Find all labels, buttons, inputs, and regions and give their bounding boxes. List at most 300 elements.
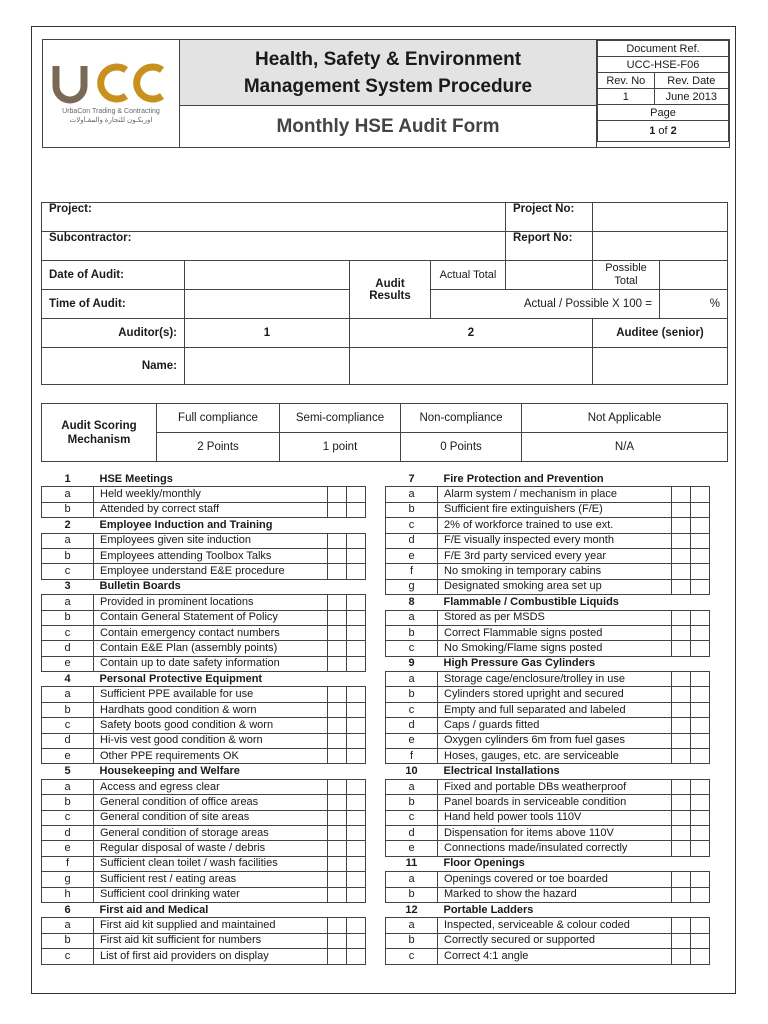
company-logo xyxy=(52,62,170,125)
item-text: Correct Flammable signs posted xyxy=(438,625,672,640)
section-title: Bulletin Boards xyxy=(99,580,181,593)
checklist-item xyxy=(386,502,710,517)
item-letter: d xyxy=(386,825,438,840)
section-title: Portable Ladders xyxy=(443,903,534,916)
item-text: Oxygen cylinders 6m from fuel gases xyxy=(438,733,672,748)
item-comment-box[interactable] xyxy=(347,702,366,717)
item-letter: a xyxy=(42,918,94,933)
item-comment-box[interactable] xyxy=(347,548,366,563)
checklist-item xyxy=(42,795,366,810)
item-letter: d xyxy=(386,533,438,548)
rev-no-label: Rev. No xyxy=(598,73,655,89)
auditor-1-name-field[interactable] xyxy=(185,348,350,385)
checklist-item xyxy=(42,595,366,610)
doc-ref-label: Document Ref. xyxy=(598,41,729,57)
item-score-box[interactable] xyxy=(328,841,347,856)
item-score-box[interactable] xyxy=(328,749,347,764)
item-comment-box[interactable] xyxy=(691,841,710,856)
section-title: Electrical Installations xyxy=(443,765,560,778)
percentage-field[interactable] xyxy=(660,290,728,319)
time-of-audit-field[interactable] xyxy=(185,290,350,319)
item-letter: f xyxy=(386,749,438,764)
title-line-1: Health, Safety & Environment xyxy=(254,48,522,70)
checklist-item xyxy=(386,733,710,748)
item-score-box[interactable] xyxy=(672,610,691,625)
checklist-item xyxy=(386,672,710,687)
item-text: F/E 3rd party serviced every year xyxy=(438,548,672,563)
score-header-semi: Semi-compliance xyxy=(280,404,401,433)
item-score-box[interactable] xyxy=(672,933,691,948)
section-title: Housekeeping and Welfare xyxy=(99,765,240,778)
checklist-item xyxy=(42,487,366,502)
section-number: 10 xyxy=(405,765,418,778)
item-letter: e xyxy=(386,841,438,856)
item-score-box[interactable] xyxy=(672,949,691,964)
checklist-item xyxy=(386,518,710,533)
item-score-box[interactable] xyxy=(328,533,347,548)
item-comment-box[interactable] xyxy=(347,887,366,902)
section-header xyxy=(42,518,366,533)
checklist-item xyxy=(42,548,366,563)
checklist-item xyxy=(386,841,710,856)
section-number: 12 xyxy=(405,903,418,916)
item-letter: b xyxy=(42,702,94,717)
checklist-item xyxy=(386,795,710,810)
item-score-box[interactable] xyxy=(672,548,691,563)
item-score-box[interactable] xyxy=(328,548,347,563)
checklist-item xyxy=(42,702,366,717)
item-score-box[interactable] xyxy=(328,687,347,702)
item-score-box[interactable] xyxy=(328,625,347,640)
item-score-box[interactable] xyxy=(328,887,347,902)
section-number: 9 xyxy=(408,657,415,670)
item-text: Hi-vis vest good condition & worn xyxy=(94,733,328,748)
item-text: Dispensation for items above 110V xyxy=(438,825,672,840)
checklist-item xyxy=(42,779,366,794)
item-score-box[interactable] xyxy=(328,733,347,748)
section-header xyxy=(42,902,366,917)
item-comment-box[interactable] xyxy=(347,795,366,810)
item-score-box[interactable] xyxy=(328,564,347,579)
item-text: Provided in prominent locations xyxy=(94,595,328,610)
item-comment-box[interactable] xyxy=(691,779,710,794)
auditee-label: Auditee (senior) xyxy=(593,319,728,348)
document-ref-block xyxy=(597,40,730,148)
item-comment-box[interactable] xyxy=(347,718,366,733)
checklist-item xyxy=(42,933,366,948)
item-text: Alarm system / mechanism in place xyxy=(438,487,672,502)
item-comment-box[interactable] xyxy=(347,918,366,933)
item-text: Marked to show the hazard xyxy=(438,887,672,902)
checklist-item xyxy=(42,687,366,702)
auditee-name-field[interactable] xyxy=(593,348,728,385)
item-text: Safety boots good condition & worn xyxy=(94,718,328,733)
checklist-item xyxy=(42,887,366,902)
checklist-item xyxy=(42,625,366,640)
section-header xyxy=(386,595,710,610)
item-comment-box[interactable] xyxy=(691,533,710,548)
item-text: Correctly secured or supported xyxy=(438,933,672,948)
checklist-left xyxy=(41,472,366,965)
checklist-item xyxy=(42,533,366,548)
item-text: Caps / guards fitted xyxy=(438,718,672,733)
item-letter: d xyxy=(42,641,94,656)
checklist-right xyxy=(385,472,710,965)
item-comment-box[interactable] xyxy=(347,641,366,656)
section-header xyxy=(386,656,710,671)
section-title: First aid and Medical xyxy=(99,903,209,916)
item-comment-box[interactable] xyxy=(691,641,710,656)
auditor-col-1: 1 xyxy=(185,319,350,348)
item-comment-box[interactable] xyxy=(347,949,366,964)
checklist-item xyxy=(386,779,710,794)
item-comment-box[interactable] xyxy=(347,625,366,640)
item-score-box[interactable] xyxy=(328,656,347,671)
item-score-box[interactable] xyxy=(672,487,691,502)
checklist-item xyxy=(42,656,366,671)
item-letter: a xyxy=(386,672,438,687)
item-comment-box[interactable] xyxy=(691,795,710,810)
item-letter: e xyxy=(42,749,94,764)
item-comment-box[interactable] xyxy=(347,810,366,825)
item-text: Inspected, serviceable & colour coded xyxy=(438,918,672,933)
item-comment-box[interactable] xyxy=(691,702,710,717)
checklist-item xyxy=(386,810,710,825)
score-header-non: Non-compliance xyxy=(401,404,522,433)
item-score-box[interactable] xyxy=(672,825,691,840)
project-no-field[interactable] xyxy=(593,203,728,232)
checklist-item xyxy=(386,949,710,964)
item-letter: a xyxy=(386,779,438,794)
date-of-audit-label: Date of Audit: xyxy=(42,261,185,290)
checklist-item xyxy=(42,733,366,748)
percent-sign: % xyxy=(709,298,720,310)
item-letter: b xyxy=(42,933,94,948)
checklist-item xyxy=(42,641,366,656)
item-score-box[interactable] xyxy=(672,564,691,579)
page-label: Page xyxy=(598,105,729,121)
checklist-item xyxy=(42,810,366,825)
item-comment-box[interactable] xyxy=(691,579,710,594)
item-score-box[interactable] xyxy=(672,641,691,656)
item-comment-box[interactable] xyxy=(691,502,710,517)
section-number: 2 xyxy=(64,518,71,531)
item-letter: e xyxy=(386,733,438,748)
item-letter: b xyxy=(42,548,94,563)
item-score-box[interactable] xyxy=(328,933,347,948)
auditor-2-name-field[interactable] xyxy=(350,348,593,385)
item-score-box[interactable] xyxy=(328,595,347,610)
item-score-box[interactable] xyxy=(672,795,691,810)
item-score-box[interactable] xyxy=(328,795,347,810)
item-comment-box[interactable] xyxy=(347,533,366,548)
item-letter: b xyxy=(386,502,438,517)
item-comment-box[interactable] xyxy=(691,933,710,948)
section-header xyxy=(42,764,366,779)
item-letter: f xyxy=(386,564,438,579)
item-letter: b xyxy=(42,610,94,625)
ucc-logo-icon xyxy=(52,62,170,104)
item-comment-box[interactable] xyxy=(347,841,366,856)
item-text: First aid kit supplied and maintained xyxy=(94,918,328,933)
item-comment-box[interactable] xyxy=(347,487,366,502)
item-text: General condition of storage areas xyxy=(94,825,328,840)
date-of-audit-field[interactable] xyxy=(185,261,350,290)
logo-subtitle-ar: اوربكـون للتجارة والمقـاولات xyxy=(69,117,153,124)
section-number: 3 xyxy=(64,580,71,593)
checklist-item xyxy=(42,841,366,856)
item-text: Contain emergency contact numbers xyxy=(94,625,328,640)
item-text: Sufficient rest / eating areas xyxy=(94,872,328,887)
item-text: First aid kit sufficient for numbers xyxy=(94,933,328,948)
item-letter: c xyxy=(42,810,94,825)
item-letter: a xyxy=(386,487,438,502)
item-letter: c xyxy=(42,949,94,964)
item-comment-box[interactable] xyxy=(347,933,366,948)
actual-total-label: Actual Total xyxy=(431,261,506,290)
section-header xyxy=(42,472,366,487)
item-letter: c xyxy=(42,625,94,640)
item-score-box[interactable] xyxy=(328,825,347,840)
report-no-label: Report No: xyxy=(506,232,593,261)
item-comment-box[interactable] xyxy=(347,749,366,764)
item-comment-box[interactable] xyxy=(691,872,710,887)
item-text: No Smoking/Flame signs posted xyxy=(438,641,672,656)
item-score-box[interactable] xyxy=(672,779,691,794)
item-score-box[interactable] xyxy=(672,625,691,640)
item-text: Designated smoking area set up xyxy=(438,579,672,594)
item-score-box[interactable] xyxy=(328,949,347,964)
audit-results-label: Audit Results xyxy=(350,261,431,319)
section-number: 7 xyxy=(408,472,415,485)
item-score-box[interactable] xyxy=(328,810,347,825)
item-comment-box[interactable] xyxy=(347,779,366,794)
item-comment-box[interactable] xyxy=(347,610,366,625)
item-comment-box[interactable] xyxy=(691,810,710,825)
item-score-box[interactable] xyxy=(672,749,691,764)
item-text: List of first aid providers on display xyxy=(94,949,328,964)
item-score-box[interactable] xyxy=(672,533,691,548)
checklist-item xyxy=(386,625,710,640)
title-line-2: Management System Procedure xyxy=(243,75,533,97)
item-score-box[interactable] xyxy=(672,733,691,748)
item-text: Connections made/insulated correctly xyxy=(438,841,672,856)
item-score-box[interactable] xyxy=(328,610,347,625)
item-letter: g xyxy=(386,579,438,594)
report-no-field[interactable] xyxy=(593,232,728,261)
item-text: Openings covered or toe boarded xyxy=(438,872,672,887)
item-comment-box[interactable] xyxy=(691,749,710,764)
section-title: Personal Protective Equipment xyxy=(99,672,263,685)
checklist-item xyxy=(386,749,710,764)
section-number: 6 xyxy=(64,903,71,916)
item-text: Attended by correct staff xyxy=(94,502,328,517)
checklist-item xyxy=(42,949,366,964)
item-comment-box[interactable] xyxy=(347,656,366,671)
item-text: Regular disposal of waste / debris xyxy=(94,841,328,856)
item-comment-box[interactable] xyxy=(691,548,710,563)
item-letter: a xyxy=(386,918,438,933)
item-letter: b xyxy=(42,795,94,810)
item-text: Employee understand E&E procedure xyxy=(94,564,328,579)
section-header xyxy=(386,902,710,917)
item-score-box[interactable] xyxy=(328,856,347,871)
item-score-box[interactable] xyxy=(328,502,347,517)
score-value-semi: 1 point xyxy=(280,433,401,462)
item-comment-box[interactable] xyxy=(347,825,366,840)
item-score-box[interactable] xyxy=(672,579,691,594)
item-letter: c xyxy=(386,949,438,964)
item-comment-box[interactable] xyxy=(691,518,710,533)
score-value-non: 0 Points xyxy=(401,433,522,462)
item-comment-box[interactable] xyxy=(691,887,710,902)
item-letter: c xyxy=(386,702,438,717)
item-letter: b xyxy=(386,687,438,702)
item-comment-box[interactable] xyxy=(691,918,710,933)
scoring-mechanism-label: Audit Scoring Mechanism xyxy=(42,404,157,462)
item-text: Held weekly/monthly xyxy=(94,487,328,502)
item-letter: e xyxy=(42,656,94,671)
item-comment-box[interactable] xyxy=(347,856,366,871)
item-text: Contain E&E Plan (assembly points) xyxy=(94,641,328,656)
item-comment-box[interactable] xyxy=(691,825,710,840)
item-text: Hardhats good condition & worn xyxy=(94,702,328,717)
item-letter: b xyxy=(386,795,438,810)
section-header xyxy=(386,472,710,487)
item-text: General condition of office areas xyxy=(94,795,328,810)
item-text: Other PPE requirements OK xyxy=(94,749,328,764)
document-ref-table xyxy=(597,40,729,142)
item-score-box[interactable] xyxy=(328,641,347,656)
item-score-box[interactable] xyxy=(672,687,691,702)
checklist-item xyxy=(386,533,710,548)
section-title: Floor Openings xyxy=(443,857,525,870)
checklist-item xyxy=(386,687,710,702)
item-text: 2% of workforce trained to use ext. xyxy=(438,518,672,533)
item-comment-box[interactable] xyxy=(347,502,366,517)
item-score-box[interactable] xyxy=(672,518,691,533)
item-score-box[interactable] xyxy=(672,502,691,517)
item-score-box[interactable] xyxy=(328,718,347,733)
doc-ref-value: UCC-HSE-F06 xyxy=(598,57,729,73)
item-text: Sufficient fire extinguishers (F/E) xyxy=(438,502,672,517)
item-score-box[interactable] xyxy=(672,702,691,717)
percentage-formula: Actual / Possible X 100 = xyxy=(431,290,660,319)
item-letter: c xyxy=(386,641,438,656)
section-header xyxy=(386,856,710,871)
logo-cell xyxy=(43,40,180,148)
item-comment-box[interactable] xyxy=(691,949,710,964)
item-score-box[interactable] xyxy=(672,872,691,887)
item-score-box[interactable] xyxy=(672,718,691,733)
item-comment-box[interactable] xyxy=(691,564,710,579)
item-comment-box[interactable] xyxy=(691,610,710,625)
item-comment-box[interactable] xyxy=(691,625,710,640)
item-score-box[interactable] xyxy=(672,810,691,825)
checklist-item xyxy=(386,548,710,563)
item-score-box[interactable] xyxy=(672,841,691,856)
item-comment-box[interactable] xyxy=(347,564,366,579)
item-score-box[interactable] xyxy=(328,487,347,502)
item-score-box[interactable] xyxy=(328,702,347,717)
auditor-col-2: 2 xyxy=(350,319,593,348)
item-letter: h xyxy=(42,887,94,902)
checklist-item xyxy=(386,933,710,948)
item-letter: c xyxy=(42,718,94,733)
section-title: High Pressure Gas Cylinders xyxy=(443,657,596,670)
item-text: Empty and full separated and labeled xyxy=(438,702,672,717)
checklist-item xyxy=(386,887,710,902)
item-text: Hoses, gauges, etc. are serviceable xyxy=(438,749,672,764)
item-text: General condition of site areas xyxy=(94,810,328,825)
item-comment-box[interactable] xyxy=(347,687,366,702)
item-score-box[interactable] xyxy=(328,779,347,794)
item-comment-box[interactable] xyxy=(347,595,366,610)
section-header xyxy=(386,764,710,779)
checklist-item xyxy=(386,641,710,656)
item-comment-box[interactable] xyxy=(691,733,710,748)
item-letter: a xyxy=(42,595,94,610)
item-score-box[interactable] xyxy=(672,918,691,933)
checklist-item xyxy=(42,564,366,579)
auditors-label: Auditor(s): xyxy=(42,319,185,348)
item-text: Panel boards in serviceable condition xyxy=(438,795,672,810)
item-text: Sufficient PPE available for use xyxy=(94,687,328,702)
checklist-item xyxy=(386,610,710,625)
rev-no-value: 1 xyxy=(598,89,655,105)
rev-date-label: Rev. Date xyxy=(654,73,728,89)
item-text: F/E visually inspected every month xyxy=(438,533,672,548)
item-letter: e xyxy=(42,841,94,856)
item-text: No smoking in temporary cabins xyxy=(438,564,672,579)
item-score-box[interactable] xyxy=(328,918,347,933)
scoring-table xyxy=(41,403,728,462)
item-text: Sufficient clean toilet / wash facilities xyxy=(94,856,328,871)
item-text: Stored as per MSDS xyxy=(438,610,672,625)
form-title: Monthly HSE Audit Form xyxy=(180,106,597,148)
section-number: 5 xyxy=(64,765,71,778)
checklist-item xyxy=(42,502,366,517)
item-text: Contain General Statement of Policy xyxy=(94,610,328,625)
item-letter: d xyxy=(386,718,438,733)
checklist-item xyxy=(42,918,366,933)
item-comment-box[interactable] xyxy=(691,672,710,687)
item-comment-box[interactable] xyxy=(691,718,710,733)
score-value-na: N/A xyxy=(522,433,728,462)
possible-total-field[interactable] xyxy=(660,261,728,290)
item-score-box[interactable] xyxy=(672,672,691,687)
subcontractor-label: Subcontractor: xyxy=(42,232,506,261)
section-number: 8 xyxy=(408,595,415,608)
item-score-box[interactable] xyxy=(672,887,691,902)
item-score-box[interactable] xyxy=(328,872,347,887)
page-number xyxy=(598,121,729,142)
item-comment-box[interactable] xyxy=(691,687,710,702)
item-comment-box[interactable] xyxy=(691,487,710,502)
checklist-item xyxy=(386,718,710,733)
section-title: Fire Protection and Prevention xyxy=(443,472,604,485)
checklist-item xyxy=(42,856,366,871)
item-comment-box[interactable] xyxy=(347,733,366,748)
item-text: Access and egress clear xyxy=(94,779,328,794)
actual-total-field[interactable] xyxy=(506,261,593,290)
item-comment-box[interactable] xyxy=(347,872,366,887)
item-letter: a xyxy=(42,533,94,548)
item-text: Fixed and portable DBs weatherproof xyxy=(438,779,672,794)
section-number: 1 xyxy=(64,472,71,485)
item-letter: c xyxy=(42,564,94,579)
page-of: of xyxy=(658,125,668,137)
